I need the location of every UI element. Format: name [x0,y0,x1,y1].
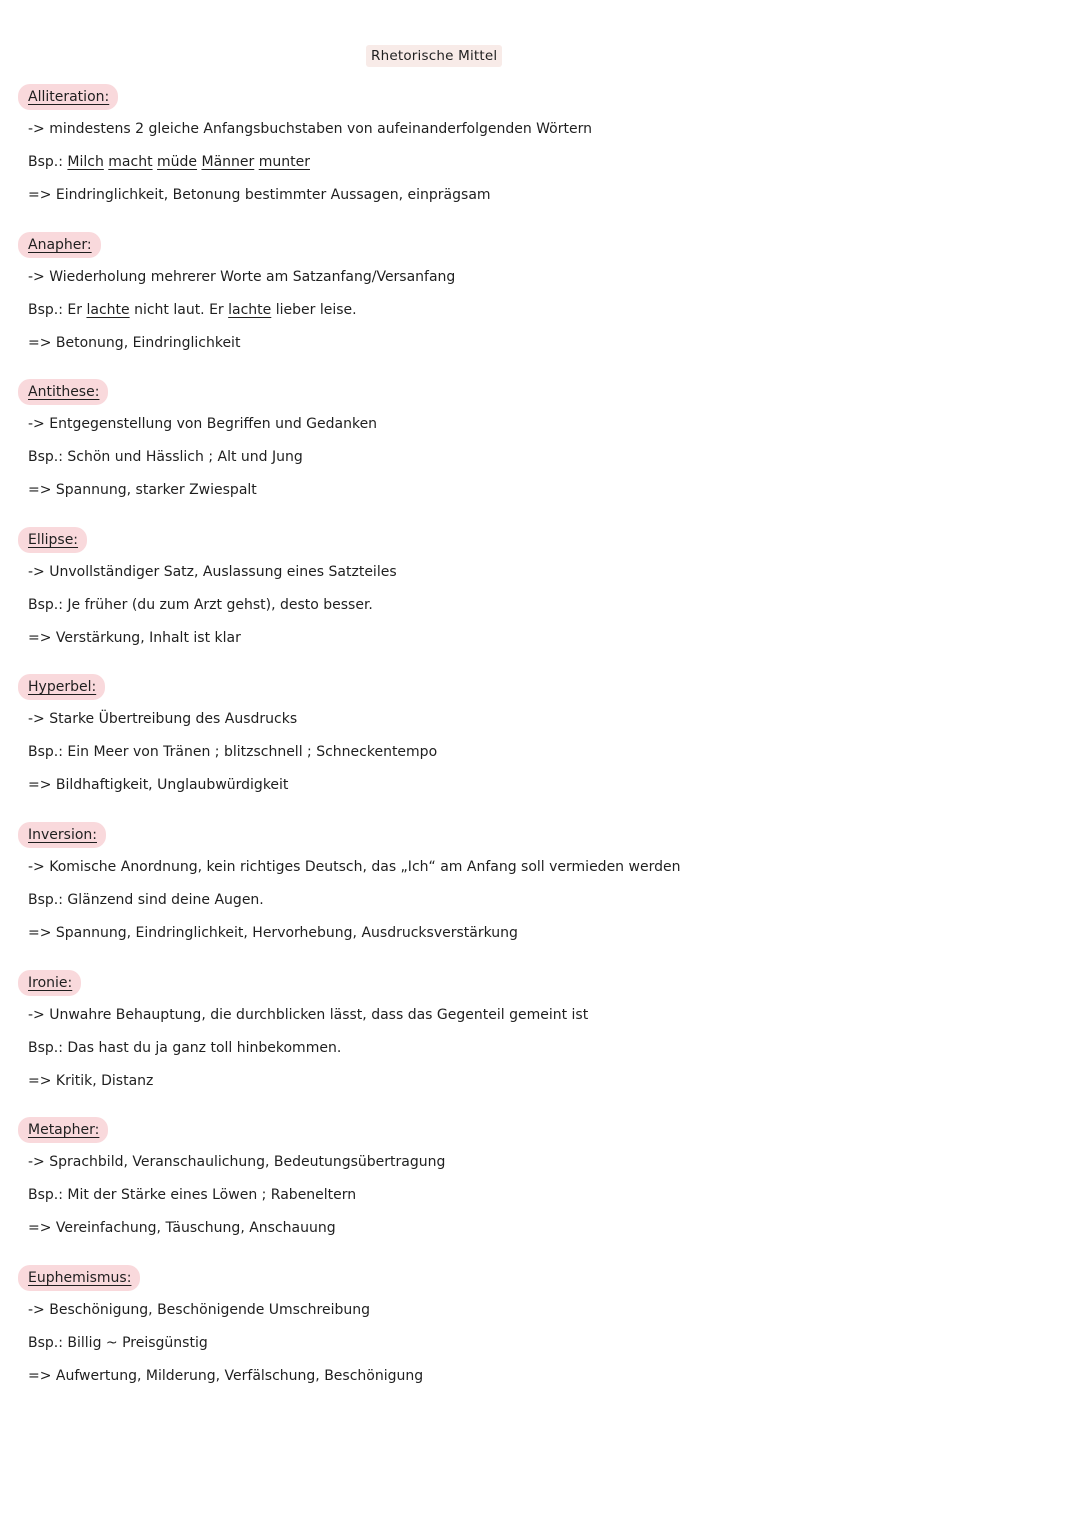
example-line: Bsp.: Das hast du ja ganz toll hinbekommen. [28,1039,342,1056]
definition-line: -> Unwahre Behauptung, die durchblicken lässt, dass das Gegenteil gemeint ist [28,1006,589,1023]
section-anapher [0,232,1080,380]
example-line [0,294,1080,327]
heading-alliteration: Alliteration: [18,84,118,110]
section-list [0,84,1080,1412]
section-ironie [0,970,1080,1118]
underlined-word: Milch [67,154,104,170]
definition-line: -> Starke Übertreibung des Ausdrucks [28,711,298,728]
example-line: Bsp.: Mit der Stärke eines Löwen ; Rabeneltern [28,1187,357,1204]
page-title: Rhetorische Mittel [366,45,502,67]
heading-ellipse: Ellipse: [18,527,87,553]
heading-metapher: Metapher: [18,1117,108,1143]
definition-line: -> Sprachbild, Veranschaulichung, Bedeutungsübertragung [28,1154,446,1171]
example-line: Bsp.: Billig ~ Preisgünstig [28,1334,208,1351]
section-ellipse [0,527,1080,675]
section-hyperbel [0,674,1080,822]
example-line: Bsp.: Glänzend sind deine Augen. [28,891,264,908]
section-alliteration [0,84,1080,232]
example-line: Bsp.: Je früher (du zum Arzt gehst), desto besser. [28,596,373,613]
underlined-word: macht [108,154,153,170]
underlined-word: Männer [201,154,255,170]
heading-inversion: Inversion: [18,822,106,848]
underlined-word: munter [258,154,310,170]
example-segment: Bsp.: Er [28,301,87,318]
underlined-word: lachte [228,301,272,318]
effect-line: => Spannung, starker Zwiespalt [28,482,257,499]
effect-line: => Vereinfachung, Täuschung, Anschauung [28,1220,336,1237]
effect-line: => Kritik, Distanz [28,1072,154,1089]
definition-line: -> Entgegenstellung von Begriffen und Gedanken [28,416,378,433]
example-segment: Bsp.: [28,154,68,170]
heading-euphemismus: Euphemismus: [18,1265,140,1291]
underlined-word: lachte [86,301,130,318]
heading-antithese: Antithese: [18,379,108,405]
example-line: Bsp.: Schön und Hässlich ; Alt und Jung [28,449,303,466]
definition-line: -> Unvollständiger Satz, Auslassung eines Satzteiles [28,563,397,580]
effect-line: => Spannung, Eindringlichkeit, Hervorhebung, Ausdrucksverstärkung [28,924,518,941]
example-line: Bsp.: Ein Meer von Tränen ; blitzschnell ; Schneckentempo [28,744,438,761]
section-inversion [0,822,1080,970]
definition-line: -> Wiederholung mehrerer Worte am Satzanfang/Versanfang [28,268,456,285]
example-line [0,146,1080,179]
effect-line: => Eindringlichkeit, Betonung bestimmter Aussagen, einprägsam [28,187,491,203]
definition-line: -> Komische Anordnung, kein richtiges Deutsch, das „Ich“ am Anfang soll vermieden werden [28,858,681,875]
underlined-word: müde [157,154,198,170]
effect-line: => Betonung, Eindringlichkeit [28,334,241,351]
effect-line: => Bildhaftigkeit, Unglaubwürdigkeit [28,777,289,794]
effect-line: => Verstärkung, Inhalt ist klar [28,629,241,646]
heading-anapher: Anapher: [18,232,101,258]
effect-line: => Aufwertung, Milderung, Verfälschung, Beschönigung [28,1367,424,1384]
heading-hyperbel: Hyperbel: [18,674,105,700]
heading-ironie: Ironie: [18,970,81,996]
example-segment: lieber leise. [271,301,357,318]
definition-line: -> mindestens 2 gleiche Anfangsbuchstaben von aufeinanderfolgenden Wörtern [28,121,592,137]
example-segment: nicht laut. Er [129,301,229,318]
section-euphemismus [0,1265,1080,1413]
section-metapher [0,1117,1080,1265]
definition-line: -> Beschönigung, Beschönigende Umschreibung [28,1301,371,1318]
section-antithese [0,379,1080,527]
